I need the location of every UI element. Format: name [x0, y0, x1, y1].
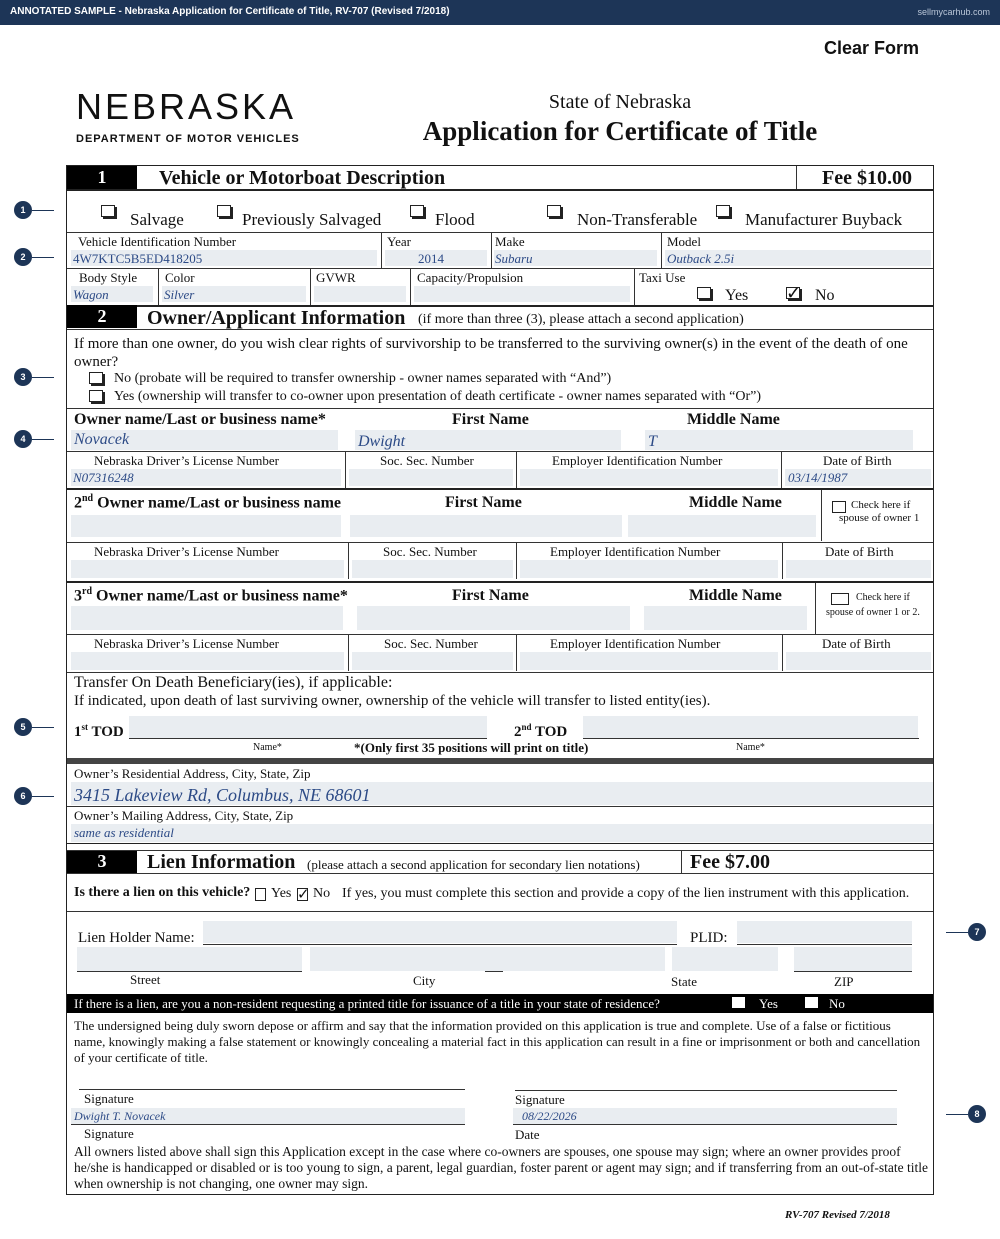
lien-yes-label: Yes — [271, 886, 292, 901]
owner3-last-field[interactable] — [71, 606, 343, 630]
owner1-dl-label: Nebraska Driver’s License Number — [94, 453, 279, 468]
owner3-dob-field[interactable] — [786, 652, 931, 670]
lien-no-checkmark-icon: ✓ — [297, 887, 310, 903]
owner3-middle-label: Middle Name — [689, 587, 782, 604]
signature-underline — [71, 1124, 465, 1125]
owner3-middle-field[interactable] — [644, 606, 807, 630]
signature-line-top-left — [79, 1089, 465, 1090]
capacity-label: Capacity/Propulsion — [417, 270, 524, 285]
banner-title: ANNOTATED SAMPLE - Nebraska Application for Certificate of Title, RV-707 (Revised 7/2018) — [10, 6, 450, 17]
tod-description: If indicated, upon death of last surviving owner, ownership of the vehicle will transfer to listed entity(ies). — [74, 693, 711, 709]
owner2-dob-label: Date of Birth — [825, 544, 894, 559]
owner3-ssn-field[interactable] — [352, 652, 513, 670]
tod1-label: 1st TOD — [74, 722, 124, 740]
salvage-checkbox[interactable] — [101, 205, 115, 217]
lien-no-label: No — [313, 886, 331, 901]
divider — [491, 232, 492, 268]
taxi-no-label: No — [815, 287, 835, 304]
divider — [661, 232, 662, 268]
divider — [410, 268, 411, 305]
date-value: 08/22/2026 — [522, 1109, 577, 1123]
date-underline — [513, 1124, 897, 1125]
plid-underline — [737, 944, 912, 945]
lien-holder-underline — [203, 944, 677, 945]
owner3-ein-label: Employer Identification Number — [550, 636, 721, 651]
annotation-line — [946, 932, 968, 933]
divider-thick — [67, 758, 933, 764]
divider — [345, 451, 346, 488]
gvwr-field[interactable] — [314, 286, 406, 302]
capacity-field[interactable] — [414, 286, 630, 302]
owner3-dl-field[interactable] — [71, 652, 344, 670]
annotation-marker-3: 3 — [14, 368, 32, 386]
lien-city-label: City — [413, 973, 436, 988]
owner3-dl-label: Nebraska Driver’s License Number — [94, 636, 279, 651]
divider — [348, 542, 349, 579]
lien-street-label: Street — [130, 972, 161, 987]
lien-question: Is there a lien on this vehicle? — [74, 885, 251, 900]
annotation-line — [32, 727, 54, 728]
lien-state-field[interactable] — [672, 947, 778, 971]
owner2-name-label: 2nd Owner name/Last or business name — [74, 493, 341, 512]
survivorship-yes-checkbox[interactable] — [89, 390, 103, 402]
lien-zip-label: ZIP — [834, 974, 854, 989]
mailing-address-field[interactable] — [71, 824, 933, 842]
taxi-use-label: Taxi Use — [639, 270, 686, 285]
tod1-name-field[interactable] — [129, 716, 487, 738]
divider — [516, 634, 517, 671]
owner2-ein-label: Employer Identification Number — [550, 544, 721, 559]
banner-site: sellmycarhub.com — [917, 7, 990, 17]
vin-label: Vehicle Identification Number — [78, 234, 237, 249]
annotation-line — [32, 796, 54, 797]
color-value: Silver — [164, 287, 195, 302]
nonresident-no-checkbox[interactable] — [805, 997, 818, 1008]
divider — [782, 634, 783, 671]
owner3-name-label: 3rd Owner name/Last or business name* — [74, 586, 348, 605]
tod2-underline — [583, 738, 919, 739]
residential-address-label: Owner’s Residential Address, City, State, Zip — [74, 766, 311, 781]
section-2-note: (if more than three (3), please attach a second application) — [418, 312, 744, 327]
divider — [67, 329, 933, 330]
owner1-ssn-label: Soc. Sec. Number — [380, 453, 474, 468]
lien-street-underline — [77, 971, 302, 972]
top-banner — [0, 0, 1000, 25]
owner1-last-value: Novacek — [74, 431, 130, 448]
signature-label: Signature — [84, 1126, 134, 1141]
mailing-address-value: same as residential — [74, 825, 174, 840]
declaration-text: The undersigned being duly sworn depose or affirm and say that the information provided on this application is true and complete. Use of a false or fictitious name, knowingly making a false statement or knowingly concealing a material fact in this application can result in a fine or imprisonment or both and cancellation of your certificate of title. — [74, 1018, 921, 1065]
divider — [67, 408, 933, 409]
nonresident-no-label: No — [829, 996, 845, 1011]
owner1-ein-label: Employer Identification Number — [552, 453, 723, 468]
taxi-yes-label: Yes — [725, 287, 749, 304]
lien-note: If yes, you must complete this section and provide a copy of the lien instrument with this application. — [342, 886, 910, 901]
annotation-line — [32, 257, 54, 258]
nonresident-yes-checkbox[interactable] — [732, 997, 745, 1008]
owner2-first-label: First Name — [445, 494, 522, 511]
annotation-marker-4: 4 — [14, 430, 32, 448]
divider — [67, 488, 933, 490]
section-3-fee: Fee $7.00 — [690, 851, 770, 873]
owner1-middle-field[interactable] — [645, 430, 913, 450]
divider — [310, 268, 311, 305]
taxi-yes-checkbox[interactable] — [697, 287, 711, 299]
owner2-middle-label: Middle Name — [689, 494, 782, 511]
owner3-first-field[interactable] — [357, 606, 630, 630]
section-2-number: 2 — [67, 305, 137, 328]
divider — [821, 490, 822, 541]
signature-line-top-right — [515, 1090, 897, 1091]
owner2-middle-field[interactable] — [628, 515, 816, 537]
annotation-marker-8: 8 — [968, 1105, 986, 1123]
tod-title: Transfer On Death Beneficiary(ies), if applicable: — [74, 674, 393, 691]
body-style-value: Wagon — [73, 287, 109, 302]
owner2-spouse-label: Check here if spouse of owner 1 — [839, 499, 920, 524]
owner2-dl-field[interactable] — [71, 560, 344, 578]
lien-zip-underline — [794, 971, 912, 972]
survivorship-no-label: No (probate will be required to transfer ownership - owner names separated with “And”) — [114, 371, 612, 386]
owner2-dl-label: Nebraska Driver’s License Number — [94, 544, 279, 559]
previously-salvaged-checkbox[interactable] — [217, 205, 231, 217]
taxi-no-checkmark-icon: ✓ — [786, 283, 802, 303]
flood-label: Flood — [435, 210, 475, 229]
title-application-form — [66, 165, 934, 1195]
owner1-dob-value: 03/14/1987 — [788, 470, 848, 485]
lien-street-field[interactable] — [77, 947, 302, 971]
lien-yes-checkbox[interactable] — [255, 888, 266, 901]
plid-field[interactable] — [737, 921, 912, 943]
tod2-name-caption: Name* — [736, 742, 765, 753]
signature-value: Dwight T. Novacek — [74, 1109, 166, 1123]
divider — [348, 634, 349, 671]
owner1-middle-label: Middle Name — [687, 411, 780, 428]
owner1-dob-label: Date of Birth — [823, 453, 892, 468]
divider — [516, 542, 517, 579]
color-label: Color — [165, 270, 195, 285]
annotation-line — [32, 210, 54, 211]
survivorship-question: If more than one owner, do you wish clear rights of survivorship to be transferred to the surviving owner(s) in the event of the death of one owner? — [74, 336, 908, 370]
model-label: Model — [667, 234, 701, 249]
owner3-spouse-label-line2: spouse of owner 1 or 2. — [826, 607, 920, 618]
owners-signing-note: All owners listed above shall sign this Application except in the case where co-owners are spouses, one spouse may sign; where an owner provides proof he/she is handicapped or disabled or is too young to sign, a parent, legal guardian, foster parent or agent may sign; and if transferring from an out-of-state title when ownership is not changing, one owner may sign. — [74, 1144, 929, 1191]
divider — [634, 268, 635, 305]
tod-note: *(Only first 35 positions will print on title) — [354, 740, 589, 755]
owner1-middle-value: T — [648, 433, 657, 450]
annotation-marker-7: 7 — [968, 923, 986, 941]
owner2-dob-field[interactable] — [786, 560, 931, 578]
tod1-underline — [129, 738, 487, 739]
lien-zip-field[interactable] — [794, 947, 912, 971]
tod1-name-caption: Name* — [253, 742, 282, 753]
divider — [67, 806, 933, 807]
survivorship-no-checkbox[interactable] — [89, 372, 103, 384]
lien-state-label: State — [671, 974, 697, 989]
section-2-title: Owner/Applicant Information — [147, 307, 406, 329]
owner1-name-label: Owner name/Last or business name* — [74, 411, 326, 428]
section-1-fee: Fee $10.00 — [822, 167, 912, 189]
model-value: Outback 2.5i — [667, 251, 735, 266]
owner3-spouse-checkbox[interactable] — [831, 593, 849, 605]
divider — [67, 542, 933, 543]
annotation-line — [32, 377, 54, 378]
lien-city-underline — [485, 971, 503, 972]
annotation-line — [946, 1114, 968, 1115]
make-value: Subaru — [495, 251, 533, 266]
divider — [67, 634, 933, 635]
annotation-marker-6: 6 — [14, 787, 32, 805]
owner2-last-field[interactable] — [71, 515, 341, 537]
divider — [681, 850, 682, 873]
owner2-ssn-field[interactable] — [352, 560, 513, 578]
page-title: Application for Certificate of Title — [422, 116, 818, 146]
form-revision: RV-707 Revised 7/2018 — [785, 1209, 890, 1221]
owner2-ssn-label: Soc. Sec. Number — [383, 544, 477, 559]
owner1-ssn-field[interactable] — [349, 469, 513, 486]
section-3-note: (please attach a second application for secondary lien notations) — [307, 857, 640, 872]
divider — [67, 672, 933, 673]
divider — [67, 451, 933, 452]
tod2-label: 2nd TOD — [514, 722, 568, 740]
year-label: Year — [387, 234, 411, 249]
divider — [781, 451, 782, 488]
vin-value: 4W7KTC5B5ED418205 — [73, 251, 203, 266]
owner1-first-value: Dwight — [358, 433, 406, 450]
divider — [67, 232, 933, 233]
divider — [67, 189, 933, 191]
divider — [381, 232, 382, 268]
lien-holder-field[interactable] — [203, 921, 677, 943]
year-value: 2014 — [418, 251, 444, 266]
nonresident-yes-label: Yes — [759, 996, 778, 1011]
annotation-marker-5: 5 — [14, 718, 32, 736]
section-3-title: Lien Information — [147, 851, 296, 873]
signature-label-top-right: Signature — [515, 1092, 565, 1107]
divider — [67, 911, 933, 912]
gvwr-label: GVWR — [316, 270, 356, 285]
lien-city-field[interactable] — [310, 947, 665, 971]
non-transferable-checkbox[interactable] — [547, 205, 561, 217]
owner2-ein-field[interactable] — [520, 560, 778, 578]
salvage-label: Salvage — [130, 210, 184, 229]
owner3-first-label: First Name — [452, 587, 529, 604]
divider — [815, 583, 816, 634]
divider — [67, 268, 933, 269]
owner3-ssn-label: Soc. Sec. Number — [384, 636, 478, 651]
owner3-spouse-label-line1: Check here if — [856, 592, 910, 603]
signature-label-top-left: Signature — [84, 1091, 134, 1106]
annotation-line — [32, 439, 54, 440]
clear-form-button[interactable]: Clear Form — [824, 38, 920, 58]
nonresident-question: If there is a lien, are you a non-resident requesting a printed title for issuance of a title in your state of residence? — [74, 996, 660, 1011]
owner1-dl-value: N07316248 — [73, 470, 134, 485]
previously-salvaged-label: Previously Salvaged — [242, 210, 382, 229]
body-style-label: Body Style — [79, 270, 138, 285]
owner3-dob-label: Date of Birth — [822, 636, 891, 651]
make-label: Make — [495, 234, 525, 249]
tod2-name-field[interactable] — [583, 716, 918, 738]
manufacturer-buyback-checkbox[interactable] — [716, 205, 730, 217]
flood-checkbox[interactable] — [410, 205, 424, 217]
annotation-marker-2: 2 — [14, 248, 32, 266]
annotation-marker-1: 1 — [14, 201, 32, 219]
divider — [796, 166, 797, 189]
survivorship-yes-label: Yes (ownership will transfer to co-owner upon presentation of death certificate - owner names separated with “Or”) — [114, 389, 762, 404]
dmv-logo-text: DEPARTMENT OF MOTOR VEHICLES — [76, 133, 300, 145]
non-transferable-label: Non-Transferable — [577, 210, 698, 229]
owner1-first-label: First Name — [452, 411, 529, 428]
mailing-address-label: Owner’s Mailing Address, City, State, Zip — [74, 808, 294, 823]
date-label: Date — [515, 1127, 540, 1142]
residential-address-value: 3415 Lakeview Rd, Columbus, NE 68601 — [74, 785, 371, 805]
state-heading: State of Nebraska — [548, 91, 692, 113]
nebraska-logo: NEBRASKA — [76, 86, 297, 127]
plid-label: PLID: — [690, 930, 728, 946]
divider — [782, 542, 783, 579]
section-3-number: 3 — [67, 850, 137, 873]
divider — [67, 581, 933, 583]
manufacturer-buyback-label: Manufacturer Buyback — [745, 210, 903, 229]
owner3-ein-field[interactable] — [520, 652, 778, 670]
lien-holder-label: Lien Holder Name: — [78, 930, 195, 946]
divider — [516, 451, 517, 488]
divider — [67, 873, 933, 874]
owner2-first-field[interactable] — [350, 515, 622, 537]
divider — [158, 268, 159, 305]
section-1-number: 1 — [67, 166, 137, 189]
owner1-ein-field[interactable] — [520, 469, 778, 486]
section-1-title: Vehicle or Motorboat Description — [159, 167, 446, 189]
